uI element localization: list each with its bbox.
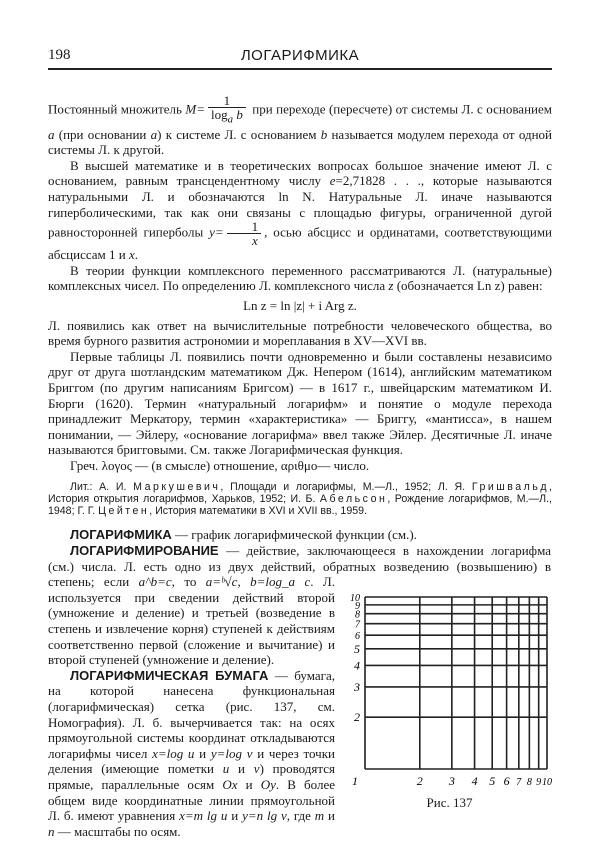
y-tick-label: 10 [350, 593, 360, 605]
x-tick-label: 4 [471, 774, 478, 789]
entry-log-paper: ЛОГАРИФМИЧЕСКАЯ БУМАГА — бумага, на которой нанесена функциональная (логарифмическая) сетка (рис. 137, см. Номография). Л. б. вычерчивается так: на осях прямоугольной системы координат откладываются логарифмы чисел x=log u и y=log v и через точки деления (имеющие пометки u и v) проводятся прямые, параллельные осям Ox и Oy. В более общем виде координатные линии прямоугольной Л. б. имеют уравнения x=m lg u и y=n lg v, где m и n — масштабы по осям. [48, 667, 335, 839]
x-tick-label: 6 [503, 774, 510, 789]
page-number: 198 [48, 47, 71, 63]
entry-logarifmirovanie: ЛОГАРИФМИРОВАНИЕ — действие, заключающееся в нахождении логарифма (см.) числа. Л. есть одно из двух действий, обратных возведению (возвышению) в степень; если a^b=c, то a=ᵇ√c, b=log_a c. Л. используется при сведении действий второй (умножение и деление) и третьей (возведение в степень и извлечение корня) ступеней к действиям соответственно первой (сложение и вычитание) и второй ступеней (умножение и деление). [48, 543, 551, 668]
x-tick-label: 5 [489, 774, 496, 789]
x-tick-label: 8 [526, 777, 532, 789]
x-tick-label: 9 [536, 777, 542, 789]
y-tick-label: 3 [354, 679, 360, 694]
running-title: ЛОГАРИФМИКА [240, 47, 360, 64]
paragraph-etymology: Греч. λογος — (в смысле) отношение, αριθμο— число. [70, 457, 370, 473]
x-tick-label: 2 [416, 774, 423, 789]
entries-with-figure [48, 543, 552, 839]
x-tick-label: 1 [352, 774, 358, 789]
paragraph-complex: В теории функции комплексного переменного рассматриваются Л. (натуральные) комплексных чисел. По определению Л. комплексного числа z (обозначается Ln z) равен: [48, 262, 552, 294]
formula-complex-log: Ln z = ln |z| + i Arg z. [243, 297, 357, 313]
y-tick-label: 5 [354, 641, 360, 656]
x-tick-label: 10 [542, 777, 552, 789]
y-tick-label: 8 [355, 609, 360, 621]
y-tick-label: 7 [355, 619, 360, 631]
page-header [48, 46, 552, 70]
y-tick-label: 9 [355, 600, 360, 612]
entry-logarifmika: ЛОГАРИФМИКА — график логарифмической функции (см.). [70, 527, 417, 543]
y-tick-label: 6 [355, 631, 360, 643]
figure-caption: Рис. 137 [426, 794, 473, 810]
y-tick-label: 4 [354, 658, 360, 673]
article-body [48, 94, 552, 839]
paragraph-modulus: Постоянный множитель M= $\frac{1}{\log_a b}$ при переходе (пересчете) от системы Л. с основанием a (при основании a) к системе Л. с основанием b называется модулем перехода от одной системы Л. к другой. [48, 93, 553, 158]
fraction: $\frac{1}{\log_a b}$ [208, 94, 246, 127]
y-tick-label: 2 [354, 710, 360, 725]
x-tick-label: 7 [516, 777, 522, 789]
x-tick-label: 3 [448, 774, 455, 789]
figure-log-paper [347, 591, 552, 810]
paragraph-tables: Первые таблицы Л. появились почти одновременно и были составлены независимо друг от друга шотландским математиком Дж. Непером (1614), английским математиком Бриггом (по другим написаниям Бригсом) — в 1617 г., швейцарским математиком И. Бюрги (1620). Термин «натуральный логарифм» и понятие о модуле перехода принадлежит Меркатору, термин «характеристика» — Бриггу, «мантисса», в нашем понимании, — Эйлеру, «основание логарифма» ввел также Эйлер. Десятичные Л. иначе называются бригговыми. См. также Логарифмическая функция. [48, 348, 552, 458]
literature: Лит.: А. И. Маркушевич, Площади и логарифмы, М.—Л., 1952; Л. Я. Гришвальд, История открытия логарифмов, Харьков, 1952; И. Б. Абельсон, Рождение логарифмов, М.—Л., 1948; Г. Г. Цейтен, История математики в XVI и XVII вв., 1959. [48, 481, 552, 518]
paragraph-history: Л. появились как ответ на вычислительные потребности человеческого общества, во время бурного развития астрономии и мореплавания в XV—XVI вв. [48, 317, 552, 349]
log-grid [347, 591, 552, 791]
paragraph-natural-log: В высшей математике и в теоретических вопросах большое значение имеют Л. с основанием, равным трансцендентному числу e=2,71828 . . ., которые называются натуральными Л. и обозначаются ln N. Натуральные Л. иначе называются гиперболическими, так как они связаны с площадью фигуры, ограниченной дугой равносторонней гиперболы y= $\frac{1}{x}$ , осью абсцисс и ординатами, соответствующими абсциссам 1 и x. [48, 157, 553, 263]
